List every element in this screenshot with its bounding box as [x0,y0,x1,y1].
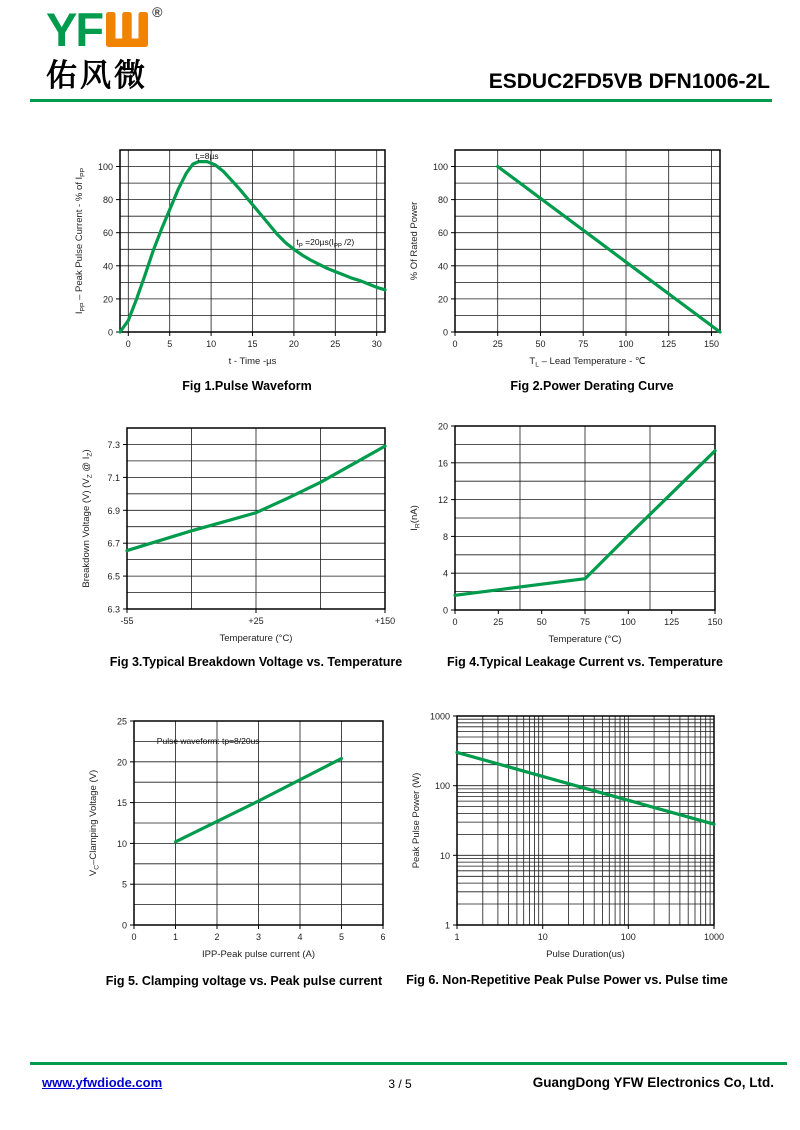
fig1-pulse-waveform-chart [60,138,400,393]
fig2-power-derating-chart [395,138,735,393]
fig1-plot-svg [60,138,400,370]
svg-text:+25: +25 [248,616,264,626]
svg-text:20: 20 [288,339,299,349]
svg-text:10: 10 [206,339,217,349]
fig3-breakdown-voltage-chart [67,416,407,669]
svg-text:125: 125 [664,617,680,627]
svg-text:25: 25 [330,339,341,349]
svg-text:16: 16 [437,458,448,469]
svg-text:0: 0 [131,932,137,942]
fig2-caption: Fig 2.Power Derating Curve [510,379,674,393]
svg-text:1: 1 [444,920,450,931]
svg-text:8: 8 [442,531,448,542]
svg-text:Pulse waveform: tp=8/20us: Pulse waveform: tp=8/20us [156,735,260,746]
svg-text:20: 20 [437,294,448,305]
svg-text:10: 10 [439,850,450,861]
svg-text:10: 10 [116,838,127,849]
svg-text:150: 150 [703,339,720,349]
svg-text:Pulse Duration(us): Pulse Duration(us) [546,949,625,960]
fig6-peak-pulse-power-chart [397,704,737,987]
svg-text:6.7: 6.7 [107,538,120,549]
website-link[interactable]: www.yfwdiode.com [42,1075,163,1090]
svg-text:tr=8µs: $t_r=8\mu s$ [195,151,219,164]
svg-text:+150: +150 [374,616,396,626]
svg-text:7.3: 7.3 [107,440,120,450]
svg-text:15: 15 [247,339,258,349]
svg-text:Peak Pulse Power (W): Peak Pulse Power (W) [411,772,422,869]
svg-text:4: 4 [297,932,303,942]
fig2-plot-svg [395,138,735,370]
svg-text:0: 0 [442,327,448,338]
fig4-leakage-current-chart [395,414,735,669]
fig6-plot-svg [397,704,737,962]
fig5-plot-svg [74,709,414,963]
fig3-caption: Fig 3.Typical Breakdown Voltage vs. Temperature [109,655,403,669]
page-number: 3 / 5 [388,1077,412,1091]
svg-text:150: 150 [707,617,723,627]
svg-text:5: 5 [121,879,127,890]
svg-text:40: 40 [102,261,113,272]
fig1-caption: Fig 1.Pulse Waveform [182,379,312,393]
svg-text:IPP-Peak pulse current (A): IPP-Peak pulse current (A) [202,949,315,960]
svg-text:5: 5 [338,932,345,942]
logo-text-yf: YF [46,3,103,56]
fig6-caption: Fig 6. Non-Repetitive Peak Pulse Power vs. Pulse time [406,973,728,987]
svg-text:125: 125 [661,339,677,349]
fig4-caption: Fig 4.Typical Leakage Current vs. Temperature [446,655,724,669]
svg-text:-55: -55 [120,616,134,626]
registered-trademark-icon: ® [152,4,163,20]
svg-text:50: 50 [535,339,546,349]
svg-text:40: 40 [437,261,448,272]
svg-text:0: 0 [107,327,113,338]
svg-text:100: 100 [434,781,450,792]
svg-text:10: 10 [537,932,548,942]
company-name: GuangDong YFW Electronics Co, Ltd. [532,1075,774,1090]
svg-text:0: 0 [121,920,127,931]
svg-text:100: 100 [432,162,448,172]
svg-text:1: 1 [172,932,179,942]
svg-text:7.1: 7.1 [107,472,120,483]
svg-text:6.5: 6.5 [107,571,120,582]
fig5-clamping-voltage-chart [74,709,414,988]
svg-text:3: 3 [255,932,262,942]
svg-text:12: 12 [437,495,448,506]
yfw-logo [46,3,163,93]
svg-text:0: 0 [125,339,131,349]
svg-text:6.9: 6.9 [107,505,120,516]
svg-text:IPP – Peak Pulse Current - % o: $I_{PP}$ – Peak Pulse Current - % of $I_{PP}$ [74,167,87,315]
svg-text:VC–Clamping Voltage (V): $V_C$–Clamping Voltage (V) [88,769,101,877]
svg-text:25: 25 [493,617,504,627]
svg-text:IR(nA): $I_R(nA)$ [409,505,422,531]
svg-text:tP =20µs(IPP /2): $t_P =20\mu s(I_{PP}$ /2) [296,237,355,250]
svg-text:2: 2 [214,932,220,942]
svg-text:20: 20 [437,421,448,432]
fig5-caption: Fig 5. Clamping voltage vs. Peak pulse current [105,974,383,988]
fig3-plot-svg [67,416,407,646]
svg-text:30: 30 [371,339,382,349]
svg-text:4: 4 [442,568,448,579]
svg-text:5: 5 [167,339,173,349]
logo-chinese-text: 佑风微 [46,58,148,93]
svg-text:Breakdown Voltage (V) (VZ @ IZ: Breakdown Voltage (V) ($V_Z$ @ $I_Z$) [81,449,94,588]
svg-text:20: 20 [102,294,113,305]
svg-text:75: 75 [579,617,591,627]
svg-text:6.3: 6.3 [107,604,120,615]
svg-text:1: 1 [454,932,460,942]
svg-text:75: 75 [578,339,589,349]
svg-text:1000: 1000 [703,932,725,942]
svg-text:0: 0 [452,339,458,349]
svg-text:Temperature (°C): Temperature (°C) [219,633,293,644]
page-title: ESDUC2FD5VB DFN1006-2L [488,70,770,93]
svg-text:25: 25 [492,339,503,349]
svg-text:1000: 1000 [429,711,450,722]
svg-text:80: 80 [437,195,448,206]
svg-text:100: 100 [618,339,634,349]
svg-text:15: 15 [116,798,127,809]
svg-text:20: 20 [116,757,127,768]
svg-text:80: 80 [102,195,113,206]
svg-text:TL – Lead Temperature - ℃: $T_L$ – Lead Temperature - ℃ [529,356,646,369]
fig4-plot-svg [395,414,735,646]
logo-w-icon [104,12,150,50]
svg-text:25: 25 [116,716,127,727]
svg-text:0: 0 [452,617,458,627]
logo-row [46,3,163,58]
svg-text:0: 0 [442,605,448,616]
svg-text:50: 50 [536,617,547,627]
footer-divider [30,1062,787,1065]
svg-text:60: 60 [102,228,113,239]
svg-text:60: 60 [437,228,448,239]
svg-text:Temperature (°C): Temperature (°C) [548,634,622,645]
svg-text:% Of Rated Power: % Of Rated Power [409,201,420,281]
svg-text:100: 100 [620,932,636,942]
svg-text:t - Time -µs: t - Time -µs [228,356,277,367]
header-divider [30,99,772,102]
svg-text:6: 6 [380,932,386,942]
svg-text:100: 100 [97,162,113,172]
svg-text:100: 100 [620,617,636,627]
